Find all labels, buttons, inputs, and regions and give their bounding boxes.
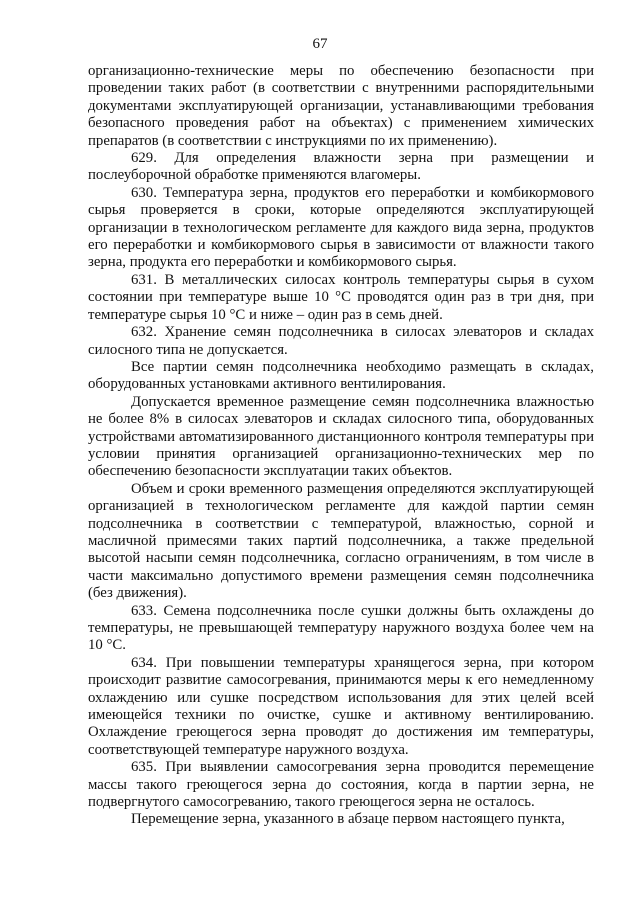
paragraph-632-temporary-placement: Допускается временное размещение семян подсолнечника влажностью не более 8% в силосах элеваторов и складах силосного типа, оборудованных устройствами автоматизированного дистанционного контроля температуры при условии принятия организацией организационно-технических мер по обеспечению безопасности эксплуатации таких объектов.: [88, 393, 594, 480]
paragraph-632: 632. Хранение семян подсолнечника в силосах элеваторов и складах силосного типа не допускается.: [88, 324, 594, 358]
paragraph-632-volume-and-terms: Объем и сроки временного размещения определяются эксплуатирующей организацией в технологическом регламенте для каждой партии семян подсолнечника в соответствии с температурой, влажностью, сорной и масличной примесями таких партий подсолнечника, а также предельной высотой насыпи семян подсолнечника, согласно ограничениям, в том числе в части максимально допустимого времени размещения семян подсолнечника (без движения).: [88, 480, 594, 602]
paragraph-633: 633. Семена подсолнечника после сушки должны быть охлаждены до температуры, не превышающей температуру наружного воздуха более чем на 10 °С.: [88, 602, 594, 654]
paragraph-635: 635. При выявлении самосогревания зерна проводится перемещение массы такого греющегося зерна до состояния, когда в партии зерна, не подвергнутого самосогреванию, такого греющегося зерна не осталось.: [88, 759, 594, 811]
page-number: 67: [312, 36, 328, 52]
paragraph-continuation: организационно-технические меры по обеспечению безопасности при проведении таких работ (в соответствии с внутренними распорядительными документами эксплуатирующей организации, устанавливающими требования безопасного проведения работ на объектах) с применением химических препаратов (в соответствии с инструкциями по их применению).: [88, 63, 594, 149]
paragraph-630: 630. Температура зерна, продуктов его переработки и комбикормового сырья проверяется в сроки, которые определяются эксплуатирующей организации в технологическом регламенте для каждого вида зерна, продуктов его переработки и комбикормового сырья в зависимости от влажности такого зерна, продукта его переработки и комбикормового сырья.: [88, 184, 594, 271]
paragraph-634: 634. При повышении температуры хранящегося зерна, при котором происходит развитие самосогревания, принимаются меры к его немедленному охлаждению или сушке посредством использования для этих целей всей имеющейся техники по очистке, сушке и активному вентилированию. Охлаждение греющегося зерна проводят до достижения им температуры, соответствующей температуре наружного воздуха.: [88, 654, 594, 758]
paragraph-632-ventilation: Все партии семян подсолнечника необходимо размещать в складах, оборудованных установками активного вентилирования.: [88, 358, 594, 393]
paragraph-629: 629. Для определения влажности зерна при размещении и послеуборочной обработке применяются влагомеры.: [88, 150, 594, 184]
document-body: [88, 63, 594, 829]
paragraph-631: 631. В металлических силосах контроль температуры сырья в сухом состоянии при температуре выше 10 °С проводятся один раз в три дня, при температуре сырья 10 °С и ниже – один раз в семь дней.: [88, 271, 594, 323]
paragraph-635-continuation: Перемещение зерна, указанного в абзаце первом настоящего пункта,: [131, 811, 565, 828]
